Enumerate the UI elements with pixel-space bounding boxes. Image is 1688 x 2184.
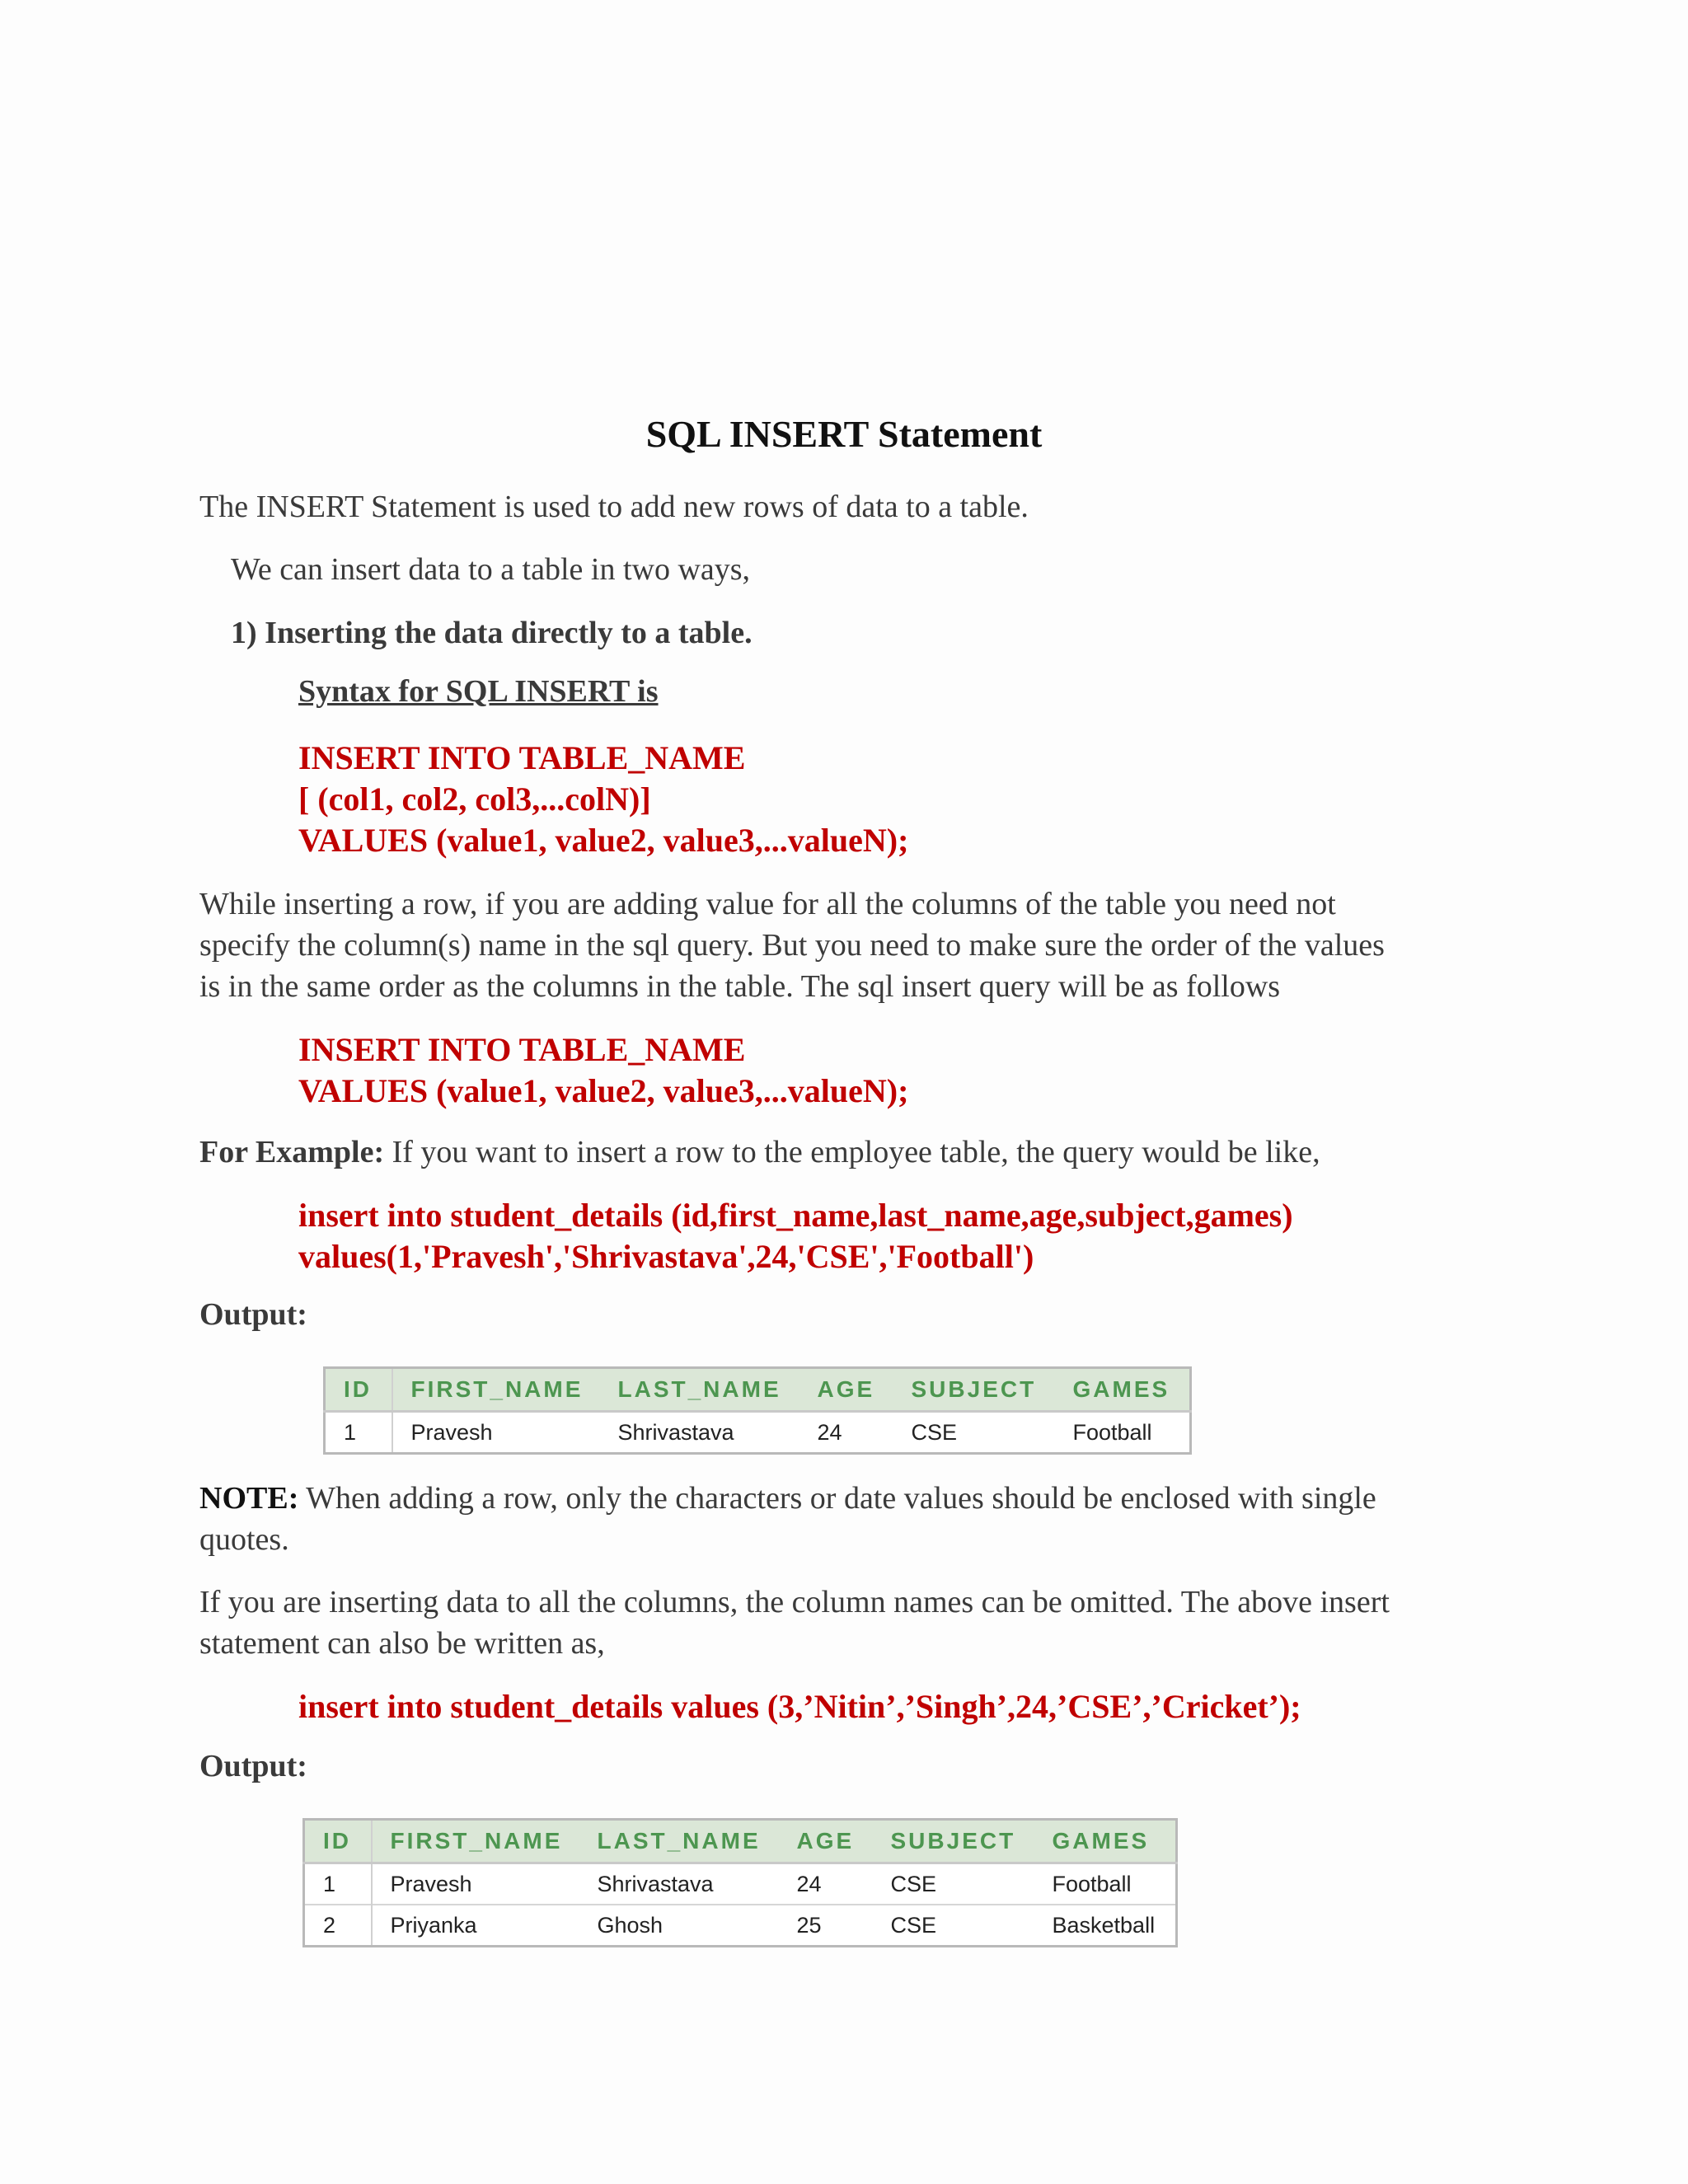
omit-text-line-2: statement can also be written as, — [199, 1626, 605, 1661]
column-header: ID — [325, 1368, 392, 1412]
syntax-line-3: VALUES (value1, value2, value3,...valueN); — [298, 822, 909, 859]
query2-line: insert into student_details values (3,’Nitin’,’Singh’,24,’CSE’,’Cricket’); — [298, 1688, 1301, 1725]
note-text-line-2: quotes. — [199, 1522, 289, 1557]
table-cell: Pravesh — [372, 1863, 579, 1905]
output-table-2 — [302, 1818, 1178, 1947]
table-cell: Priyanka — [372, 1905, 579, 1947]
table-cell: Football — [1055, 1412, 1191, 1454]
paragraph-line: is in the same order as the columns in the table. The sql insert query will be as follows — [199, 969, 1281, 1004]
column-header: LAST_NAME — [579, 1820, 779, 1863]
table-cell: Shrivastava — [579, 1863, 779, 1905]
note-paragraph — [199, 1478, 1376, 1520]
omit-text-line-1: If you are inserting data to all the columns, the column names can be omitted. The above insert — [199, 1585, 1390, 1619]
example-text: If you want to insert a row to the employee table, the query would be like, — [384, 1135, 1320, 1169]
note-text: When adding a row, only the characters or date values should be enclosed with single — [298, 1481, 1376, 1516]
syntax-line-1: INSERT INTO TABLE_NAME — [298, 739, 746, 776]
example-query-line-2: values(1,'Pravesh','Shrivastava',24,'CSE','Football') — [298, 1238, 1034, 1275]
column-header: SUBJECT — [873, 1820, 1034, 1863]
column-header: ID — [304, 1820, 372, 1863]
paragraph-line: While inserting a row, if you are adding value for all the columns of the table you need not — [199, 887, 1336, 921]
table-cell: 24 — [779, 1863, 873, 1905]
syntax2-line-1: INSERT INTO TABLE_NAME — [298, 1031, 746, 1068]
syntax2-line-2: VALUES (value1, value2, value3,...valueN); — [298, 1072, 909, 1109]
column-header: GAMES — [1034, 1820, 1177, 1863]
table-cell: 24 — [799, 1412, 893, 1454]
table-cell: CSE — [893, 1412, 1055, 1454]
table-cell: 1 — [304, 1863, 372, 1905]
column-header: FIRST_NAME — [372, 1820, 579, 1863]
paragraph-line: specify the column(s) name in the sql query. But you need to make sure the order of the values — [199, 928, 1385, 963]
method-heading: 1) Inserting the data directly to a table. — [231, 616, 753, 650]
output-table-1 — [323, 1366, 1192, 1455]
column-header: FIRST_NAME — [392, 1368, 600, 1412]
syntax-heading: Syntax for SQL INSERT is — [298, 674, 659, 709]
column-header: GAMES — [1055, 1368, 1191, 1412]
table-cell: Pravesh — [392, 1412, 600, 1454]
table-header-row — [325, 1368, 1191, 1412]
syntax-line-2: [ (col1, col2, col3,...colN)] — [298, 780, 651, 818]
ways-text: We can insert data to a table in two ways, — [231, 552, 751, 587]
note-label: NOTE: — [199, 1481, 299, 1516]
table-header-row — [304, 1820, 1177, 1863]
example-paragraph — [199, 1132, 1320, 1174]
table-cell: Football — [1034, 1863, 1177, 1905]
column-header: SUBJECT — [893, 1368, 1055, 1412]
intro-text: The INSERT Statement is used to add new rows of data to a table. — [199, 490, 1029, 524]
table-row — [325, 1412, 1191, 1454]
table-cell: 2 — [304, 1905, 372, 1947]
table-row — [304, 1905, 1177, 1947]
output-label: Output: — [199, 1297, 307, 1332]
column-header: AGE — [799, 1368, 893, 1412]
table-cell: Basketball — [1034, 1905, 1177, 1947]
output-label: Output: — [199, 1749, 307, 1783]
example-query-line-1: insert into student_details (id,first_name,last_name,age,subject,games) — [298, 1197, 1293, 1234]
column-header: AGE — [779, 1820, 873, 1863]
table-cell: Ghosh — [579, 1905, 779, 1947]
example-label: For Example: — [199, 1135, 385, 1169]
table-cell: Shrivastava — [600, 1412, 799, 1454]
column-header: LAST_NAME — [600, 1368, 799, 1412]
page-title: SQL INSERT Statement — [645, 413, 1043, 455]
table-cell: CSE — [873, 1863, 1034, 1905]
table-cell: CSE — [873, 1905, 1034, 1947]
table-cell: 1 — [325, 1412, 392, 1454]
table-row — [304, 1863, 1177, 1905]
table-cell: 25 — [779, 1905, 873, 1947]
